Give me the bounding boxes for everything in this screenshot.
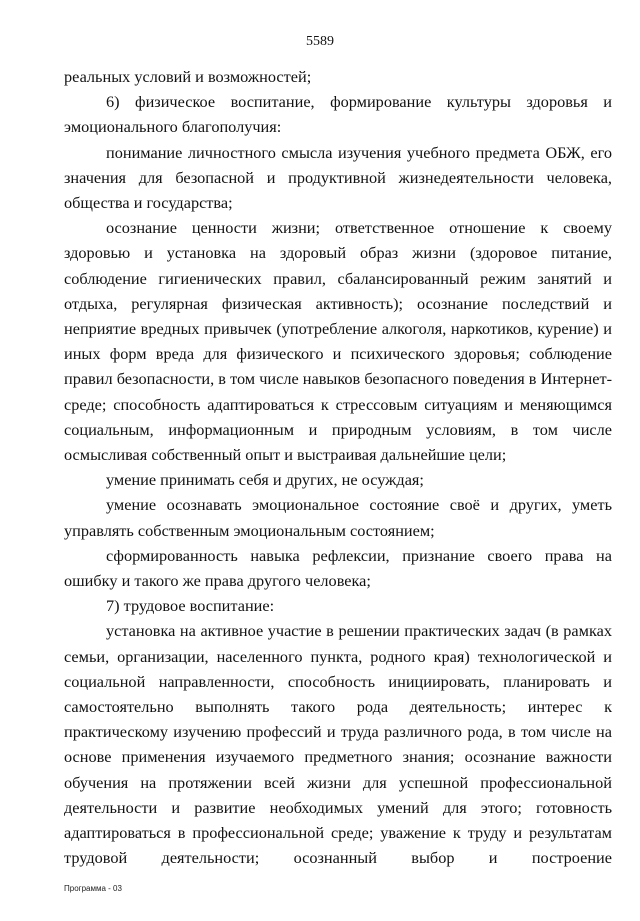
paragraph-section-7-heading: 7) трудовое воспитание: xyxy=(106,596,275,616)
paragraph-value-of-life: осознание ценности жизни; ответственное отношение к своему здоровью и установка на здоровый образ жизни (здоровое питание, соблюдение гигиенических правил, сбалансированный режим занятий и отдыха, регулярная физическая активность); осознание последствий и неприятие вредных привычек (употребление алкоголя, наркотиков, курение) и иных форм вреда для физического и психического здоровья; соблюдение правил безопасности, в том числе навыков безопасного поведения в Интернет-среде; способность адаптироваться к стрессовым ситуациям и меняющимся социальным, информационным и природным условиям, в том числе осмысливая собственный опыт и выстраивая дальнейшие цели; xyxy=(64,218,612,465)
paragraph-self-acceptance: умение принимать себя и других, не осуждая; xyxy=(106,470,424,490)
paragraph-section-6-heading: 6) физическое воспитание, формирование культуры здоровья и эмоционального благополучия: xyxy=(64,92,612,137)
paragraph-labor-education: установка на активное участие в решении практических задач (в рамках семьи, организации, населенного пункта, родного края) технологической и социальной направленности, способность инициировать, планировать и самостоятельно выполнять такого рода деятельность; интерес к практическому изучению профессий и труда различного рода, в том числе на основе применения изучаемого предметного знания; осознание важности обучения на протяжении всей жизни для успешной профессиональной деятельности и развитие необходимых умений для этого; готовность адаптироваться в профессиональной среде; уважение к труду и результатам трудовой деятельности; осознанный выбор и построение xyxy=(64,621,612,868)
document-body xyxy=(64,64,612,871)
footer-program-label: Программа - 03 xyxy=(64,884,122,893)
paragraph-obzh-meaning: понимание личностного смысла изучения учебного предмета ОБЖ, его значения для безопасной и продуктивной жизнедеятельности человека, общества и государства; xyxy=(64,142,612,213)
paragraph-emotional-state: умение осознавать эмоциональное состояние своё и других, уметь управлять собственным эмоциональным состоянием; xyxy=(64,495,612,540)
page-number: 5589 xyxy=(306,34,334,49)
paragraph-continuation: реальных условий и возможностей; xyxy=(64,67,312,86)
paragraph-reflection: сформированность навыка рефлексии, признание своего права на ошибку и такого же права другого человека; xyxy=(64,545,612,591)
